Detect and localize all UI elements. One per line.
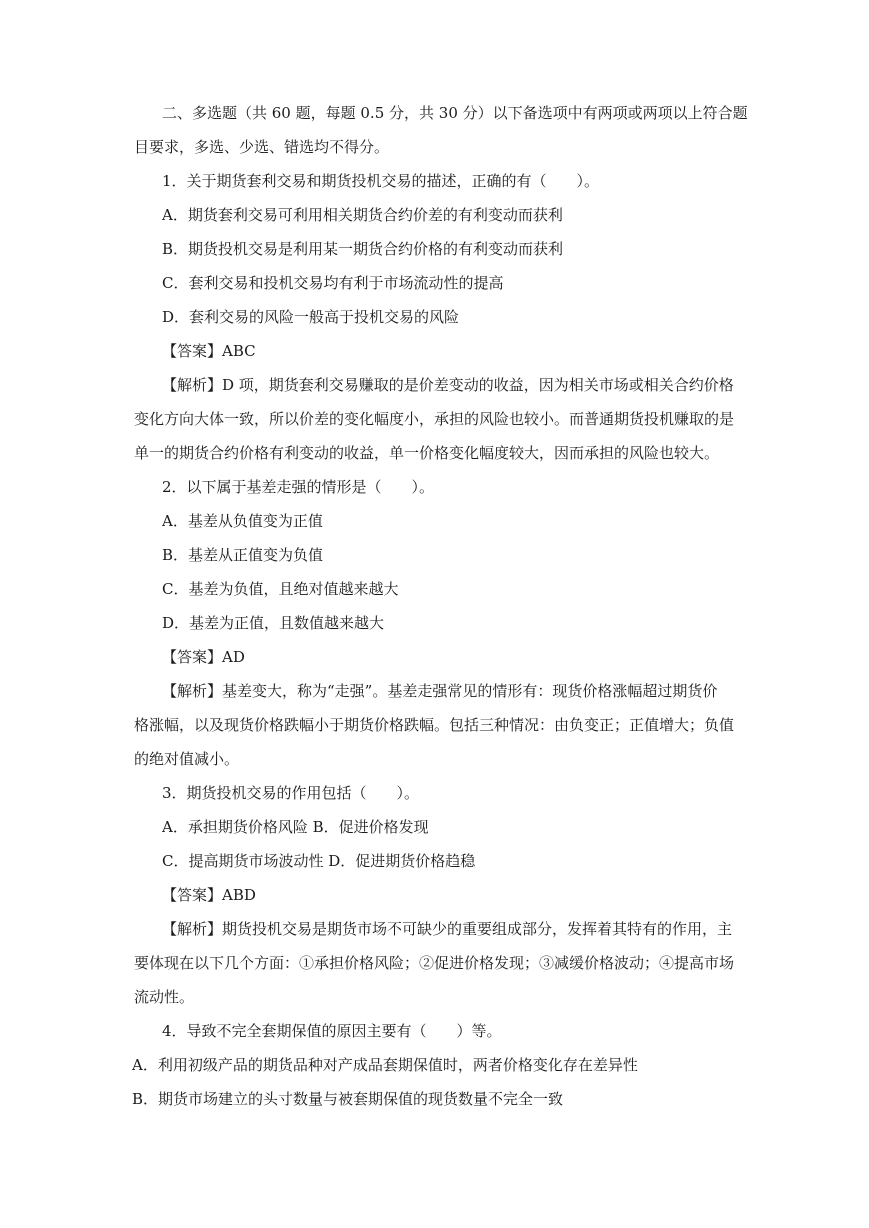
text-line: 单一的期货合约价格有利变动的收益，单一价格变化幅度较大，因而承担的风险也较大。 bbox=[134, 444, 720, 462]
text-line: A．基差从负值变为正值 bbox=[162, 512, 323, 530]
text-line: 3．期货投机交易的作用包括（ ）。 bbox=[162, 784, 420, 802]
text-line: 目要求，多选、少选、错选均不得分。 bbox=[134, 138, 390, 156]
text-line: 流动性。 bbox=[134, 988, 195, 1006]
text-line: 要体现在以下几个方面：①承担价格风险；②促进价格发现；③减缓价格波动；④提高市场 bbox=[134, 954, 735, 972]
text-line: 【解析】D 项，期货套利交易赚取的是价差变动的收益，因为相关市场或相关合约价格 bbox=[162, 376, 734, 394]
text-line: 二、多选题（共 60 题，每题 0.5 分，共 30 分）以下备选项中有两项或两项以上符合题 bbox=[162, 104, 748, 122]
text-line: 【答案】ABD bbox=[162, 886, 256, 904]
text-line: 【答案】ABC bbox=[162, 342, 256, 360]
text-line: A．承担期货价格风险 B．促进价格发现 bbox=[162, 818, 429, 836]
text-line: C．基差为负值，且绝对值越来越大 bbox=[162, 580, 399, 598]
text-line: 格涨幅，以及现货价格跌幅小于期货价格跌幅。包括三种情况：由负变正；正值增大；负值 bbox=[134, 716, 735, 734]
text-line: 4．导致不完全套期保值的原因主要有（ ）等。 bbox=[162, 1022, 502, 1040]
text-line: C．套利交易和投机交易均有利于市场流动性的提高 bbox=[162, 274, 504, 292]
text-line: 1．关于期货套利交易和期货投机交易的描述，正确的有（ ）。 bbox=[162, 172, 600, 190]
text-line: 变化方向大体一致，所以价差的变化幅度小，承担的风险也较小。而普通期货投机赚取的是 bbox=[134, 410, 735, 428]
text-line: 【解析】期货投机交易是期货市场不可缺少的重要组成部分，发挥着其特有的作用，主 bbox=[162, 920, 733, 938]
text-line: 2．以下属于基差走强的情形是（ ）。 bbox=[162, 478, 435, 496]
text-line: 【答案】AD bbox=[162, 648, 245, 666]
text-line: 【解析】基差变大，称为“走强”。基差走强常见的情形有：现货价格涨幅超过期货价 bbox=[162, 682, 718, 700]
text-line: 的绝对值减小。 bbox=[134, 750, 240, 768]
text-line: B．期货市场建立的头寸数量与被套期保值的现货数量不完全一致 bbox=[132, 1090, 564, 1108]
text-line: B．期货投机交易是利用某一期货合约价格的有利变动而获利 bbox=[162, 240, 564, 258]
text-line: A．利用初级产品的期货品种对产成品套期保值时，两者价格变化存在差异性 bbox=[132, 1056, 638, 1074]
text-line: C．提高期货市场波动性 D．促进期货价格趋稳 bbox=[162, 852, 476, 870]
text-line: B．基差从正值变为负值 bbox=[162, 546, 324, 564]
text-line: A．期货套利交易可利用相关期货合约价差的有利变动而获利 bbox=[162, 206, 563, 224]
text-line: D．套利交易的风险一般高于投机交易的风险 bbox=[162, 308, 460, 326]
text-line: D．基差为正值，且数值越来越大 bbox=[162, 614, 385, 632]
